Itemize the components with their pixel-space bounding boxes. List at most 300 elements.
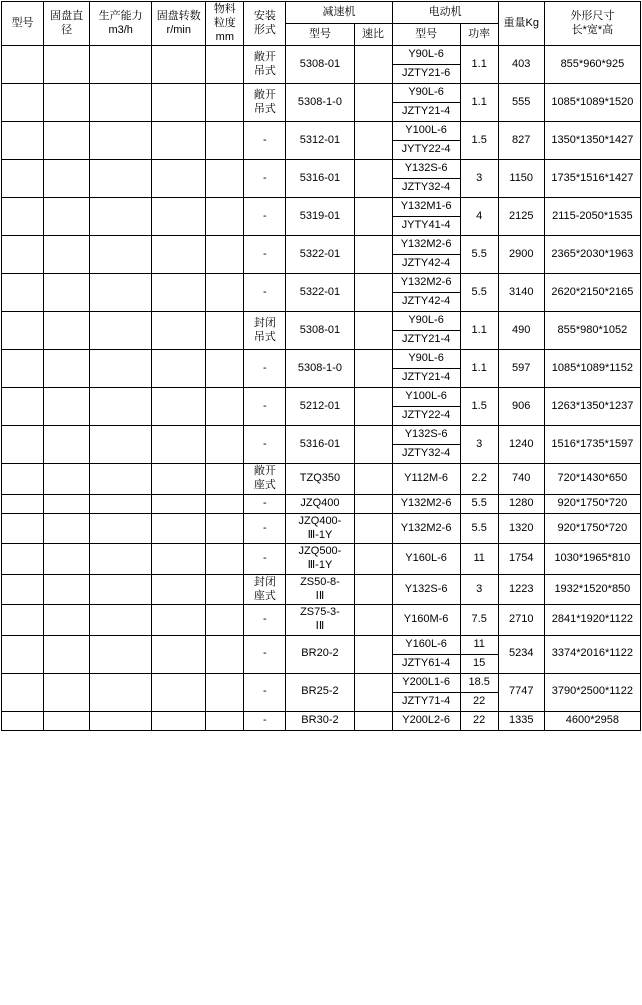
cell-install-type bbox=[244, 673, 286, 711]
table-row bbox=[2, 605, 641, 636]
cell-reducer-model-line1: ZS50-8- bbox=[300, 575, 340, 588]
cell-model bbox=[2, 426, 44, 464]
cell-capacity bbox=[90, 574, 152, 605]
table-row bbox=[2, 312, 641, 331]
cell-capacity bbox=[90, 426, 152, 464]
cell-install-line1: 敞开 bbox=[253, 465, 276, 478]
cell-install-type bbox=[244, 46, 286, 84]
cell-dimension: 2620*2150*2165 bbox=[544, 274, 640, 312]
cell-install-line1: - bbox=[263, 399, 267, 412]
header-disc-speed-line1: 固盘转数 bbox=[156, 9, 201, 22]
cell-dimension: 1516*1735*1597 bbox=[544, 426, 640, 464]
cell-disc-speed bbox=[152, 274, 206, 312]
cell-disc-speed bbox=[152, 635, 206, 673]
cell-grain-size bbox=[206, 605, 244, 636]
cell-disc-speed bbox=[152, 198, 206, 236]
cell-reducer-ratio bbox=[354, 84, 392, 122]
cell-reducer-model: 5308-1-0 bbox=[286, 350, 354, 388]
cell-reducer-model: 5316-01 bbox=[286, 160, 354, 198]
cell-capacity bbox=[90, 513, 152, 544]
cell-install-line2: 座式 bbox=[253, 479, 276, 491]
cell-motor-model: JZTY71-4 bbox=[392, 692, 460, 711]
header-reducer-ratio: 速比 bbox=[354, 24, 392, 46]
cell-dimension: 920*1750*720 bbox=[544, 494, 640, 513]
cell-model bbox=[2, 464, 44, 495]
cell-dimension: 1085*1089*1152 bbox=[544, 350, 640, 388]
cell-weight: 555 bbox=[498, 84, 544, 122]
cell-install-line1: - bbox=[263, 285, 267, 298]
specification-table bbox=[1, 1, 641, 731]
cell-model bbox=[2, 711, 44, 730]
cell-motor-model: JZTY22-4 bbox=[392, 407, 460, 426]
header-capacity-line2: m3/h bbox=[108, 23, 133, 36]
header-grain-size bbox=[206, 2, 244, 46]
cell-grain-size bbox=[206, 513, 244, 544]
cell-dimension: 1085*1089*1520 bbox=[544, 84, 640, 122]
cell-model bbox=[2, 544, 44, 575]
cell-reducer-ratio bbox=[354, 494, 392, 513]
cell-reducer-model-line1: JZQ500- bbox=[298, 545, 342, 558]
header-model: 型号 bbox=[2, 2, 44, 46]
cell-disc-diameter bbox=[44, 84, 90, 122]
header-grain-line3: mm bbox=[215, 30, 234, 43]
cell-disc-speed bbox=[152, 84, 206, 122]
cell-weight: 490 bbox=[498, 312, 544, 350]
cell-motor-model: Y200L1-6 bbox=[392, 673, 460, 692]
cell-install-line1: 封闭 bbox=[253, 575, 276, 588]
cell-weight: 1150 bbox=[498, 160, 544, 198]
cell-capacity bbox=[90, 274, 152, 312]
cell-motor-power: 1.5 bbox=[460, 388, 498, 426]
cell-dimension: 1735*1516*1427 bbox=[544, 160, 640, 198]
cell-reducer-ratio bbox=[354, 605, 392, 636]
cell-reducer-ratio bbox=[354, 388, 392, 426]
cell-weight: 827 bbox=[498, 122, 544, 160]
cell-install-type bbox=[244, 122, 286, 160]
header-disc-speed-line2: r/min bbox=[166, 23, 191, 36]
cell-dimension: 855*960*925 bbox=[544, 46, 640, 84]
cell-capacity bbox=[90, 673, 152, 711]
cell-reducer-model bbox=[286, 605, 354, 636]
cell-dimension: 1030*1965*810 bbox=[544, 544, 640, 575]
table-row bbox=[2, 122, 641, 141]
cell-motor-model: JZTY61-4 bbox=[392, 654, 460, 673]
cell-grain-size bbox=[206, 635, 244, 673]
cell-motor-model: Y132M2-6 bbox=[392, 494, 460, 513]
cell-reducer-model: BR25-2 bbox=[286, 673, 354, 711]
cell-reducer-model: 5308-01 bbox=[286, 46, 354, 84]
cell-reducer-ratio bbox=[354, 544, 392, 575]
cell-reducer-model: 5308-01 bbox=[286, 312, 354, 350]
cell-dimension: 2365*2030*1963 bbox=[544, 236, 640, 274]
cell-motor-model: Y132M2-6 bbox=[392, 513, 460, 544]
cell-weight: 2710 bbox=[498, 605, 544, 636]
header-dimension bbox=[544, 2, 640, 46]
header-dimension-line2: 长*宽*高 bbox=[571, 23, 614, 36]
cell-install-line1: - bbox=[263, 521, 267, 534]
cell-reducer-ratio bbox=[354, 122, 392, 160]
table-body bbox=[2, 46, 641, 731]
table-row bbox=[2, 513, 641, 544]
cell-install-line2: 座式 bbox=[253, 589, 276, 602]
header-disc-speed bbox=[152, 2, 206, 46]
table-row bbox=[2, 388, 641, 407]
cell-grain-size bbox=[206, 464, 244, 495]
cell-disc-speed bbox=[152, 574, 206, 605]
cell-reducer-ratio bbox=[354, 160, 392, 198]
cell-reducer-ratio bbox=[354, 350, 392, 388]
cell-disc-diameter bbox=[44, 574, 90, 605]
cell-install-type bbox=[244, 711, 286, 730]
cell-install-type bbox=[244, 464, 286, 495]
table-row bbox=[2, 494, 641, 513]
table-row bbox=[2, 46, 641, 65]
cell-disc-speed bbox=[152, 544, 206, 575]
table-row bbox=[2, 274, 641, 293]
header-grain-line2: 粒度 bbox=[213, 16, 236, 29]
cell-motor-power: 15 bbox=[460, 654, 498, 673]
cell-install-type bbox=[244, 160, 286, 198]
cell-model bbox=[2, 198, 44, 236]
header-disc-diameter bbox=[44, 2, 90, 46]
cell-reducer-ratio bbox=[354, 274, 392, 312]
table-row bbox=[2, 426, 641, 445]
cell-reducer-ratio bbox=[354, 574, 392, 605]
cell-install-line1: 封闭 bbox=[253, 317, 276, 329]
cell-disc-diameter bbox=[44, 160, 90, 198]
cell-disc-speed bbox=[152, 388, 206, 426]
cell-model bbox=[2, 574, 44, 605]
cell-model bbox=[2, 605, 44, 636]
table-row bbox=[2, 84, 641, 103]
cell-reducer-ratio bbox=[354, 635, 392, 673]
header-install-line2: 形式 bbox=[253, 23, 276, 36]
cell-motor-power: 3 bbox=[460, 426, 498, 464]
header-disc-diameter-line1: 固盘直径 bbox=[50, 9, 84, 36]
cell-model bbox=[2, 312, 44, 350]
cell-motor-model: Y100L-6 bbox=[392, 122, 460, 141]
cell-reducer-model-line1: JZQ400- bbox=[298, 514, 342, 527]
cell-motor-model: Y112M-6 bbox=[392, 464, 460, 495]
cell-weight: 1223 bbox=[498, 574, 544, 605]
cell-motor-model: Y100L-6 bbox=[392, 388, 460, 407]
cell-capacity bbox=[90, 711, 152, 730]
cell-install-type bbox=[244, 574, 286, 605]
cell-reducer-model: BR20-2 bbox=[286, 635, 354, 673]
cell-model bbox=[2, 160, 44, 198]
cell-install-line1: - bbox=[263, 713, 267, 726]
cell-motor-model: JYTY22-4 bbox=[392, 141, 460, 160]
cell-install-line1: - bbox=[263, 133, 267, 146]
header-motor-group: 电动机 bbox=[392, 2, 498, 24]
cell-disc-diameter bbox=[44, 122, 90, 160]
cell-motor-model: JZTY32-4 bbox=[392, 445, 460, 464]
cell-weight: 1280 bbox=[498, 494, 544, 513]
cell-reducer-ratio bbox=[354, 513, 392, 544]
cell-weight: 1240 bbox=[498, 426, 544, 464]
cell-motor-power: 11 bbox=[460, 635, 498, 654]
cell-install-line1: - bbox=[263, 247, 267, 260]
cell-install-line1: - bbox=[263, 496, 267, 509]
cell-install-line2: 吊式 bbox=[253, 102, 276, 115]
cell-motor-model: Y90L-6 bbox=[392, 312, 460, 331]
cell-disc-diameter bbox=[44, 350, 90, 388]
cell-capacity bbox=[90, 544, 152, 575]
cell-weight: 1335 bbox=[498, 711, 544, 730]
cell-disc-diameter bbox=[44, 198, 90, 236]
cell-reducer-model-line2: ⅠⅡ bbox=[315, 589, 325, 602]
cell-grain-size bbox=[206, 574, 244, 605]
cell-motor-model: JZTY21-4 bbox=[392, 369, 460, 388]
cell-motor-power: 2.2 bbox=[460, 464, 498, 495]
cell-install-line1: 敞开 bbox=[253, 89, 276, 101]
cell-motor-model: JZTY21-6 bbox=[392, 65, 460, 84]
cell-install-type bbox=[244, 236, 286, 274]
cell-reducer-model-line1: ZS75-3- bbox=[300, 606, 340, 619]
cell-capacity bbox=[90, 160, 152, 198]
cell-disc-diameter bbox=[44, 513, 90, 544]
cell-weight: 3140 bbox=[498, 274, 544, 312]
cell-disc-diameter bbox=[44, 605, 90, 636]
cell-motor-model: Y90L-6 bbox=[392, 350, 460, 369]
cell-motor-power: 3 bbox=[460, 574, 498, 605]
cell-model bbox=[2, 673, 44, 711]
cell-grain-size bbox=[206, 312, 244, 350]
cell-model bbox=[2, 388, 44, 426]
table-row bbox=[2, 160, 641, 179]
cell-reducer-ratio bbox=[354, 236, 392, 274]
cell-capacity bbox=[90, 236, 152, 274]
cell-reducer-ratio bbox=[354, 198, 392, 236]
cell-install-line1: - bbox=[263, 552, 267, 565]
cell-reducer-model bbox=[286, 513, 354, 544]
cell-reducer-model bbox=[286, 544, 354, 575]
cell-motor-model: Y132M2-6 bbox=[392, 236, 460, 255]
cell-weight: 2125 bbox=[498, 198, 544, 236]
cell-install-line1: - bbox=[263, 685, 267, 698]
cell-install-type bbox=[244, 312, 286, 350]
table-header bbox=[2, 2, 641, 46]
table-row bbox=[2, 635, 641, 654]
cell-install-type bbox=[244, 513, 286, 544]
cell-model bbox=[2, 513, 44, 544]
cell-reducer-model: 5308-1-0 bbox=[286, 84, 354, 122]
cell-motor-model: JZTY21-4 bbox=[392, 103, 460, 122]
cell-disc-speed bbox=[152, 711, 206, 730]
cell-install-line1: - bbox=[263, 613, 267, 626]
table-row bbox=[2, 198, 641, 217]
cell-reducer-ratio bbox=[354, 711, 392, 730]
cell-weight: 597 bbox=[498, 350, 544, 388]
cell-motor-model: Y132S-6 bbox=[392, 574, 460, 605]
cell-motor-model: JYTY41-4 bbox=[392, 217, 460, 236]
header-reducer-model: 型号 bbox=[286, 24, 354, 46]
cell-disc-diameter bbox=[44, 544, 90, 575]
cell-disc-speed bbox=[152, 673, 206, 711]
cell-model bbox=[2, 236, 44, 274]
cell-motor-power: 22 bbox=[460, 711, 498, 730]
cell-grain-size bbox=[206, 160, 244, 198]
cell-reducer-model: 5319-01 bbox=[286, 198, 354, 236]
cell-install-type bbox=[244, 388, 286, 426]
cell-reducer-model-line2: Ⅲ-1Y bbox=[307, 559, 333, 571]
cell-install-type bbox=[244, 198, 286, 236]
cell-grain-size bbox=[206, 544, 244, 575]
cell-dimension: 1263*1350*1237 bbox=[544, 388, 640, 426]
cell-weight: 2900 bbox=[498, 236, 544, 274]
cell-capacity bbox=[90, 605, 152, 636]
header-capacity bbox=[90, 2, 152, 46]
cell-capacity bbox=[90, 494, 152, 513]
cell-disc-diameter bbox=[44, 635, 90, 673]
cell-install-type bbox=[244, 605, 286, 636]
cell-install-type bbox=[244, 544, 286, 575]
cell-model bbox=[2, 350, 44, 388]
header-grain-line1: 物料 bbox=[213, 3, 236, 15]
cell-install-type bbox=[244, 84, 286, 122]
cell-motor-model: Y160L-6 bbox=[392, 544, 460, 575]
cell-reducer-ratio bbox=[354, 46, 392, 84]
cell-motor-model: JZTY42-4 bbox=[392, 255, 460, 274]
cell-motor-model: Y132S-6 bbox=[392, 160, 460, 179]
cell-motor-power: 5.5 bbox=[460, 274, 498, 312]
cell-weight: 5234 bbox=[498, 635, 544, 673]
cell-reducer-model: 5316-01 bbox=[286, 426, 354, 464]
header-motor-power: 功率 bbox=[460, 24, 498, 46]
header-dimension-line1: 外形尺寸 bbox=[570, 9, 615, 22]
header-install-type bbox=[244, 2, 286, 46]
cell-disc-diameter bbox=[44, 46, 90, 84]
cell-disc-speed bbox=[152, 513, 206, 544]
cell-dimension: 920*1750*720 bbox=[544, 513, 640, 544]
cell-grain-size bbox=[206, 122, 244, 160]
cell-reducer-model: 5322-01 bbox=[286, 236, 354, 274]
table-row bbox=[2, 464, 641, 495]
cell-install-line1: - bbox=[263, 171, 267, 184]
cell-install-type bbox=[244, 274, 286, 312]
cell-motor-model: Y132S-6 bbox=[392, 426, 460, 445]
cell-motor-power: 5.5 bbox=[460, 513, 498, 544]
cell-capacity bbox=[90, 464, 152, 495]
header-install-line1: 安装 bbox=[253, 9, 276, 22]
cell-grain-size bbox=[206, 494, 244, 513]
cell-weight: 906 bbox=[498, 388, 544, 426]
cell-disc-speed bbox=[152, 160, 206, 198]
cell-capacity bbox=[90, 122, 152, 160]
cell-model bbox=[2, 494, 44, 513]
cell-model bbox=[2, 274, 44, 312]
cell-grain-size bbox=[206, 388, 244, 426]
cell-install-line1: - bbox=[263, 437, 267, 450]
header-reducer-group: 减速机 bbox=[286, 2, 392, 24]
cell-disc-diameter bbox=[44, 426, 90, 464]
cell-grain-size bbox=[206, 84, 244, 122]
cell-motor-model: Y160M-6 bbox=[392, 605, 460, 636]
cell-motor-power: 11 bbox=[460, 544, 498, 575]
cell-model bbox=[2, 84, 44, 122]
cell-capacity bbox=[90, 46, 152, 84]
cell-dimension: 2841*1920*1122 bbox=[544, 605, 640, 636]
cell-dimension: 3790*2500*1122 bbox=[544, 673, 640, 711]
cell-motor-power: 1.1 bbox=[460, 312, 498, 350]
header-weight: 重量Kg bbox=[498, 2, 544, 46]
cell-grain-size bbox=[206, 274, 244, 312]
cell-disc-diameter bbox=[44, 711, 90, 730]
cell-install-type bbox=[244, 426, 286, 464]
cell-motor-model: Y90L-6 bbox=[392, 46, 460, 65]
cell-motor-power: 5.5 bbox=[460, 494, 498, 513]
cell-reducer-ratio bbox=[354, 673, 392, 711]
cell-capacity bbox=[90, 388, 152, 426]
table-row bbox=[2, 350, 641, 369]
cell-install-type bbox=[244, 494, 286, 513]
cell-reducer-ratio bbox=[354, 464, 392, 495]
cell-install-line1: - bbox=[263, 361, 267, 374]
cell-motor-model: JZTY21-4 bbox=[392, 331, 460, 350]
cell-motor-power: 3 bbox=[460, 160, 498, 198]
cell-reducer-model: 5212-01 bbox=[286, 388, 354, 426]
cell-weight: 403 bbox=[498, 46, 544, 84]
cell-disc-diameter bbox=[44, 673, 90, 711]
cell-motor-power: 1.5 bbox=[460, 122, 498, 160]
cell-reducer-ratio bbox=[354, 312, 392, 350]
cell-install-type bbox=[244, 350, 286, 388]
cell-disc-diameter bbox=[44, 388, 90, 426]
cell-motor-power: 1.1 bbox=[460, 350, 498, 388]
header-motor-model: 型号 bbox=[392, 24, 460, 46]
cell-dimension: 3374*2016*1122 bbox=[544, 635, 640, 673]
cell-weight: 7747 bbox=[498, 673, 544, 711]
cell-dimension: 2115-2050*1535 bbox=[544, 198, 640, 236]
cell-install-line1: - bbox=[263, 209, 267, 222]
cell-reducer-ratio bbox=[354, 426, 392, 464]
cell-install-line2: 吊式 bbox=[253, 64, 276, 77]
cell-capacity bbox=[90, 350, 152, 388]
cell-disc-speed bbox=[152, 350, 206, 388]
table-row bbox=[2, 574, 641, 605]
cell-dimension: 1932*1520*850 bbox=[544, 574, 640, 605]
table-row bbox=[2, 544, 641, 575]
cell-model bbox=[2, 635, 44, 673]
cell-disc-speed bbox=[152, 605, 206, 636]
cell-motor-model: Y160L-6 bbox=[392, 635, 460, 654]
table-row bbox=[2, 673, 641, 692]
cell-disc-diameter bbox=[44, 312, 90, 350]
cell-model bbox=[2, 46, 44, 84]
cell-capacity bbox=[90, 312, 152, 350]
cell-install-line1: 敞开 bbox=[253, 51, 276, 63]
table-row bbox=[2, 711, 641, 730]
cell-reducer-model: BR30-2 bbox=[286, 711, 354, 730]
cell-disc-speed bbox=[152, 122, 206, 160]
cell-disc-diameter bbox=[44, 464, 90, 495]
cell-motor-model: Y132M2-6 bbox=[392, 274, 460, 293]
cell-reducer-model bbox=[286, 574, 354, 605]
cell-disc-speed bbox=[152, 464, 206, 495]
cell-dimension: 4600*2958 bbox=[544, 711, 640, 730]
cell-dimension: 1350*1350*1427 bbox=[544, 122, 640, 160]
cell-reducer-model: TZQ350 bbox=[286, 464, 354, 495]
cell-disc-diameter bbox=[44, 236, 90, 274]
header-capacity-line1: 生产能力 bbox=[98, 9, 143, 22]
cell-grain-size bbox=[206, 711, 244, 730]
cell-capacity bbox=[90, 198, 152, 236]
cell-motor-model: Y90L-6 bbox=[392, 84, 460, 103]
cell-dimension: 855*980*1052 bbox=[544, 312, 640, 350]
cell-disc-speed bbox=[152, 312, 206, 350]
cell-disc-speed bbox=[152, 494, 206, 513]
cell-reducer-model-line2: ⅠⅡ bbox=[315, 620, 325, 632]
